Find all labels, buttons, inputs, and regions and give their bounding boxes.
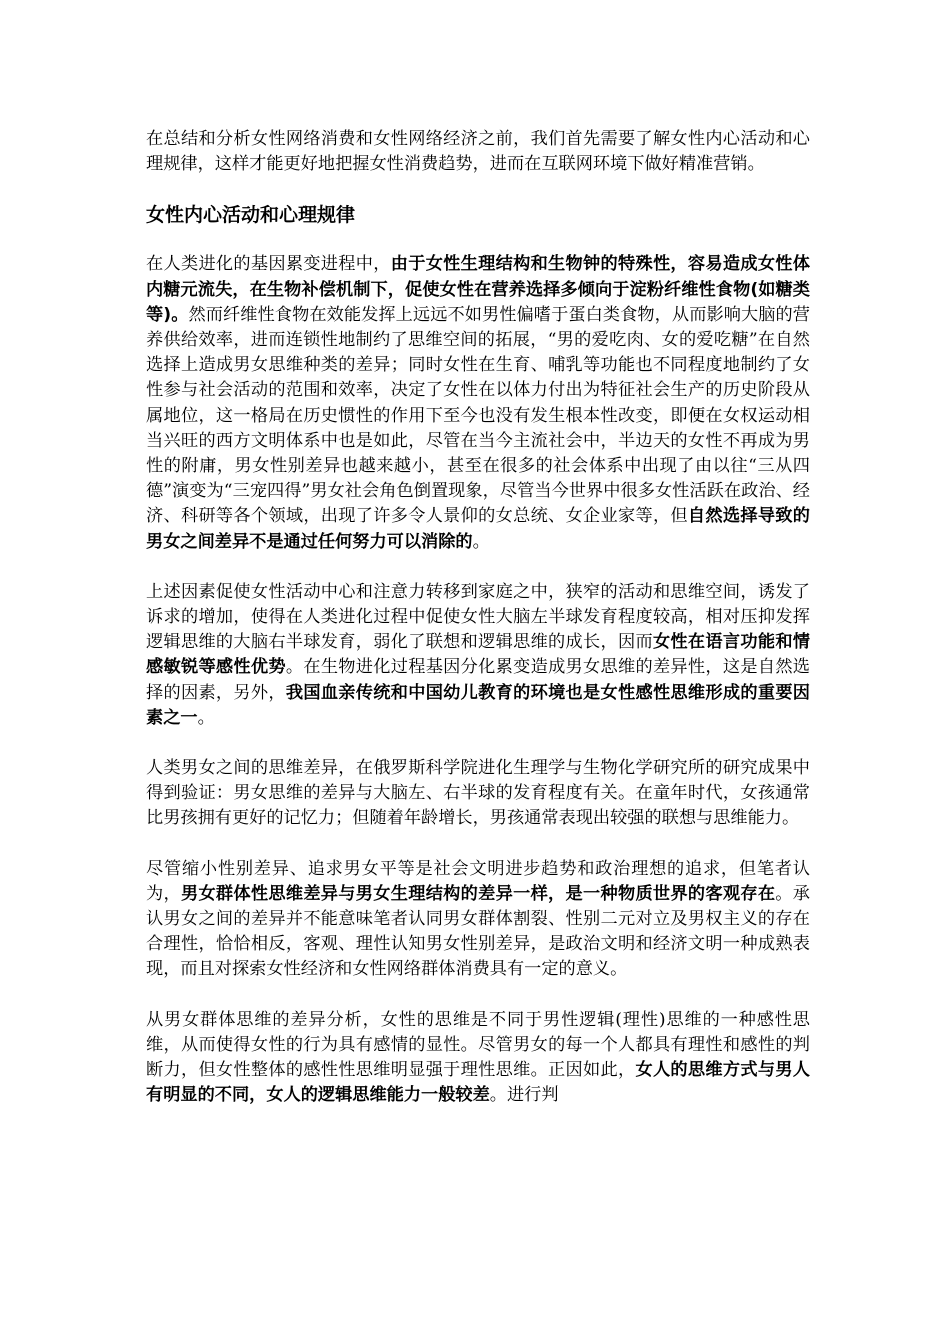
paragraph-1 [146, 252, 810, 554]
paragraph-2-text-3: 。 [197, 707, 215, 728]
document-page [146, 127, 810, 1134]
paragraph-2-text-2: 。在生物进化过程基因分化累变造成男女思维的差异性，这是自然选择的因素，另外， [146, 657, 810, 703]
paragraph-2-text-1: 上述因素促使女性活动中心和注意力转移到家庭之中，狭窄的活动和思维空间，诱发了诉求的增加，使得在人类进化过程中促使女性大脑左半球发育程度较高，相对压抑发挥逻辑思维的大脑右半球发育，弱化了联想和逻辑思维的成长，因而 [146, 581, 810, 653]
paragraph-2-bold-1: 女性在语言功能和情感敏锐等感性优势 [146, 632, 810, 678]
paragraph-3-text: 人类男女之间的思维差异，在俄罗斯科学院进化生理学与生物化学研究所的研究成果中得到验证：男女思维的差异与大脑左、右半球的发育程度有关。在童年时代，女孩通常比男孩拥有更好的记忆力；但随着年龄增长，男孩通常表现出较强的联想与思维能力。 [146, 758, 810, 829]
paragraph-5-bold-1: 女人的思维方式与男人有明显的不同，女人的逻辑思维能力一般较差 [146, 1060, 810, 1106]
paragraph-1-bold-2: 自然选择导致的男女之间差异不是通过任何努力可以消除的 [146, 506, 810, 552]
section-heading: 女性内心活动和心理规律 [146, 204, 356, 227]
paragraph-1-bold-1: 由于女性生理结构和生物钟的特殊性，容易造成女性体内糖元流失，在生物补偿机制下，促使女性在营养选择多倾向于淀粉纤维性食物(如糖类等)。 [146, 254, 810, 325]
paragraph-5-text-1: 从男女群体思维的差异分析，女性的思维是不同于男性逻辑(理性)思维的一种感性思维，从而使得女性的行为具有感情的显性。尽管男女的每一个人都具有理性和感性的判断力，但女性整体的感性性思维明显强于理性思维。正因如此， [146, 1009, 810, 1081]
paragraph-2 [146, 580, 810, 731]
paragraph-4 [146, 857, 810, 983]
paragraph-5 [146, 1008, 810, 1109]
paragraph-4-text-2: 。承认男女之间的差异并不能意味笔者认同男女群体割裂、性别二元对立及男权主义的存在合理性，恰恰相反，客观、理性认知男女性别差异，是政治文明和经济文明一种成熟表现，而且对探索女性经济和女性网络群体消费具有一定的意义。 [146, 883, 810, 980]
paragraph-5-text-2: 。进行判 [489, 1085, 559, 1106]
intro-text: 在总结和分析女性网络消费和女性网络经济之前，我们首先需要了解女性内心活动和心理规律，这样才能更好地把握女性消费趋势，进而在互联网环境下做好精准营销。 [146, 129, 810, 175]
intro-paragraph [146, 127, 810, 177]
paragraph-2-bold-2: 我国血亲传统和中国幼儿教育的环境也是女性感性思维形成的重要因素之一 [146, 682, 810, 728]
paragraph-1-text-3: 。 [472, 531, 490, 552]
paragraph-3 [146, 756, 810, 832]
paragraph-4-bold-1: 男女群体性思维差异与男女生理结构的差异一样，是一种物质世界的客观存在 [180, 883, 776, 904]
paragraph-1-text-1: 在人类进化的基因累变进程中， [146, 254, 391, 275]
paragraph-1-text-2: 然而纤维性食物在效能发挥上远远不如男性偏嗜于蛋白类食物，从而影响大脑的营养供给效率，进而连锁性地制约了思维空间的拓展，“男的爱吃肉、女的爱吃糖”在自然选择上造成男女思维种类的差异；同时女性在生育、哺乳等功能也不同程度地制约了女性参与社会活动的范围和效率，决定了女性在以体力付出为特征社会生产的历史阶段从属地位，这一格局在历史惯性的作用下至今也没有发生根本性改变，即便在女权运动相当兴旺的西方文明体系中也是如此，尽管在当今主流社会中，半边天的女性不再成为男性的附庸，男女性别差异也越来越小，甚至在很多的社会体系中出现了由以往“三从四德”演变为“三宠四得”男女社会角色倒置现象，尽管当今世界中很多女性活跃在政治、经济、科研等各个领域，出现了许多令人景仰的女总统、女企业家等，但 [146, 304, 810, 527]
paragraph-4-text-1: 尽管缩小性别差异、追求男女平等是社会文明进步趋势和政治理想的追求，但笔者认为， [146, 858, 810, 904]
